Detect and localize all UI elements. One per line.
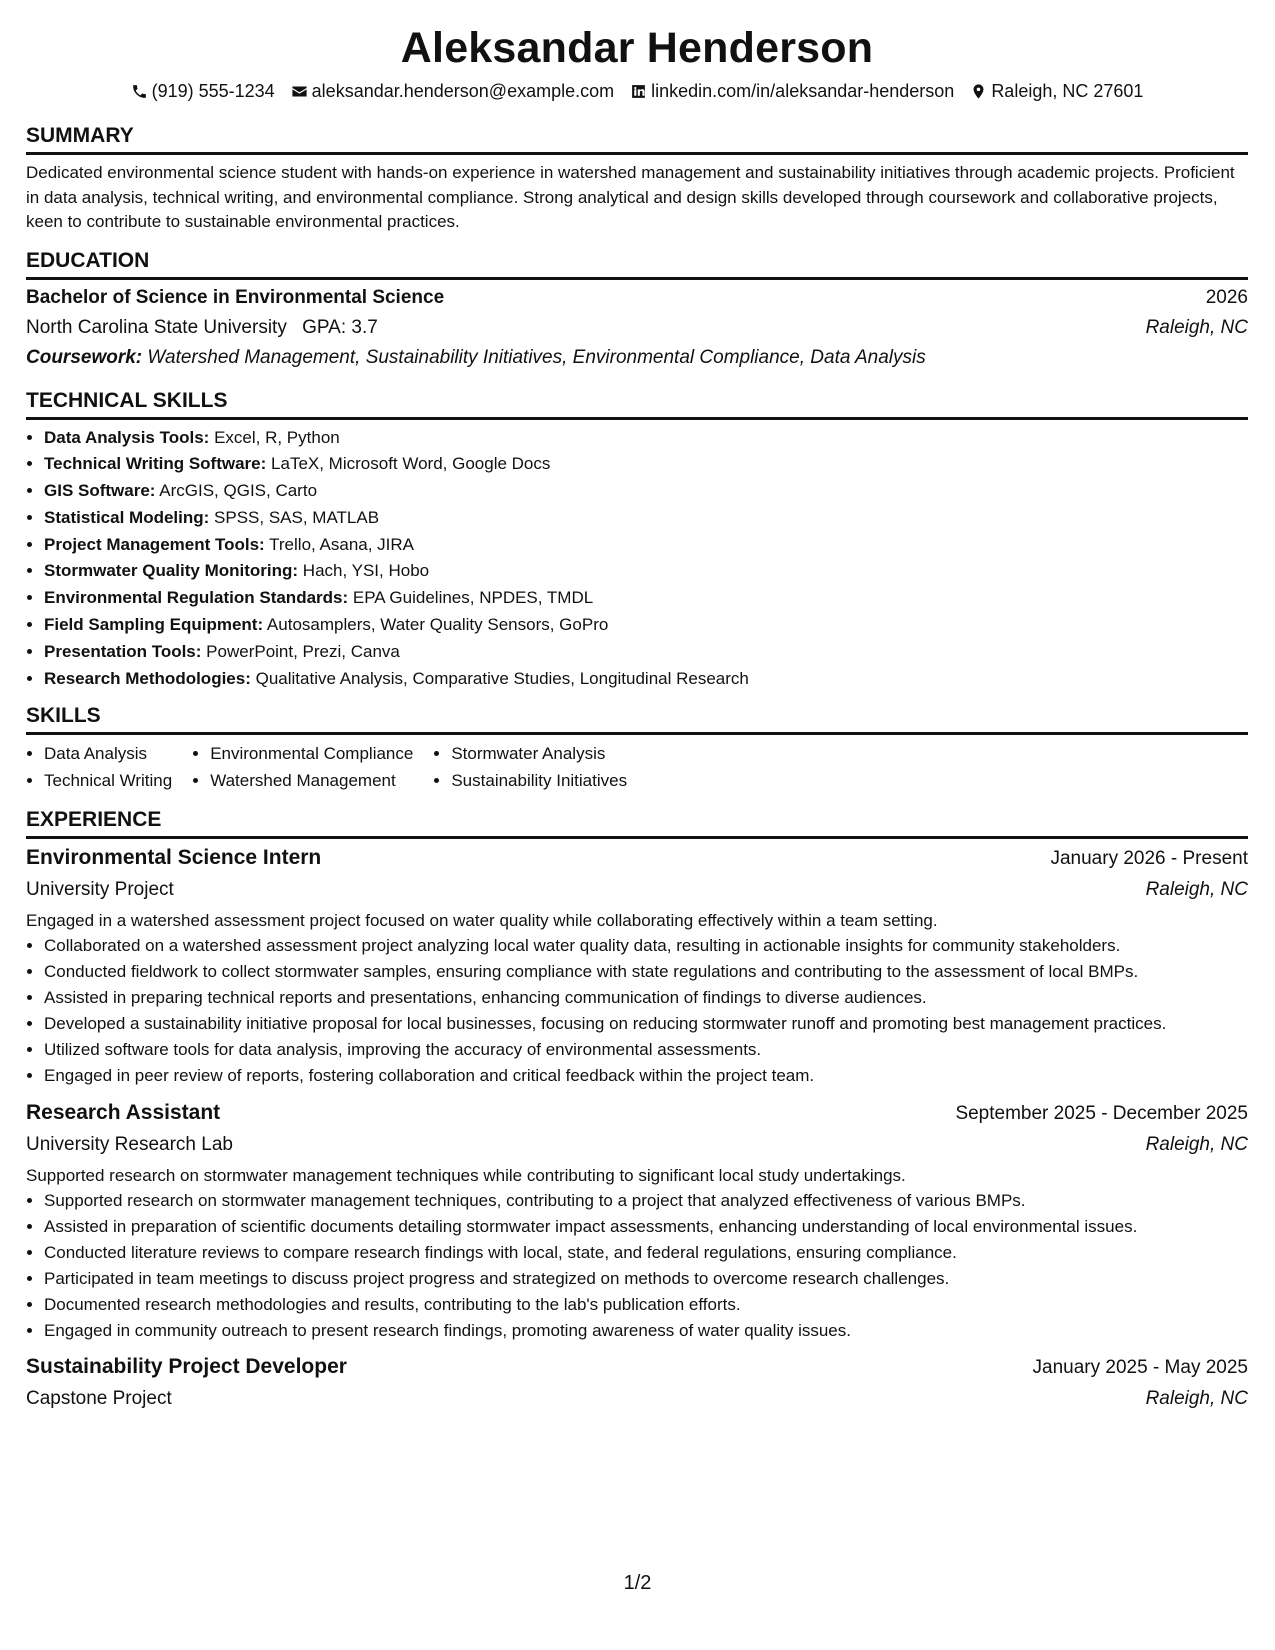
technical-skill-item bbox=[44, 532, 1248, 559]
phone-icon bbox=[131, 83, 148, 100]
job-entry bbox=[26, 1097, 1248, 1344]
job-dates: January 2026 - Present bbox=[1050, 848, 1248, 870]
phone-text: (919) 555-1234 bbox=[151, 81, 275, 101]
job-location: Raleigh, NC bbox=[1145, 879, 1248, 901]
coursework-line bbox=[26, 343, 1248, 373]
resume-page bbox=[26, 20, 1248, 1414]
job-header-row bbox=[26, 842, 1248, 874]
technical-skill-value: EPA Guidelines, NPDES, TMDL bbox=[352, 588, 594, 608]
job-bullet: • Engaged in community outreach to present research findings, promoting awareness of water quality issues. bbox=[44, 1319, 1248, 1344]
technical-skill-label: Statistical Modeling: bbox=[44, 507, 210, 527]
page-number: 1/2 bbox=[623, 1572, 652, 1594]
school-line bbox=[26, 313, 378, 343]
resume-name: Aleksandar Henderson bbox=[400, 24, 874, 72]
job-bullet: • Collaborated on a watershed assessment project analyzing local water quality data, resulting in actionable insights for community stakeholders. bbox=[44, 934, 1248, 959]
technical-skill-value: Excel, R, Python bbox=[214, 427, 340, 447]
job-organization: Capstone Project bbox=[26, 1388, 172, 1410]
section-title-experience: EXPERIENCE bbox=[26, 807, 1248, 839]
technical-skill-item bbox=[44, 425, 1248, 452]
contact-phone bbox=[131, 79, 275, 103]
skill-item: • Data Analysis bbox=[44, 740, 172, 767]
job-bullet: • Assisted in preparing technical reports and presentations, enhancing communication of findings to diverse audiences. bbox=[44, 986, 1248, 1011]
skill-item: • Stormwater Analysis bbox=[451, 740, 627, 767]
contact-email[interactable] bbox=[291, 79, 614, 103]
job-bullet-list bbox=[26, 1189, 1248, 1344]
technical-skill-value: ArcGIS, QGIS, Carto bbox=[159, 481, 318, 501]
education-row-1 bbox=[26, 283, 1248, 313]
summary-section bbox=[26, 123, 1248, 235]
job-dates: September 2025 - December 2025 bbox=[955, 1102, 1248, 1124]
technical-skill-label: Stormwater Quality Monitoring: bbox=[44, 561, 299, 581]
technical-skill-label: Project Management Tools: bbox=[44, 534, 265, 554]
email-text: aleksandar.henderson@example.com bbox=[311, 81, 615, 101]
skills-column bbox=[26, 740, 172, 794]
job-org-row bbox=[26, 874, 1248, 905]
job-organization: University Project bbox=[26, 879, 174, 901]
job-org-row bbox=[26, 1129, 1248, 1160]
job-bullet: • Engaged in peer review of reports, fostering collaboration and critical feedback within the project team. bbox=[44, 1064, 1248, 1089]
education-section bbox=[26, 248, 1248, 373]
job-title: Research Assistant bbox=[26, 1100, 221, 1124]
job-organization: University Research Lab bbox=[26, 1133, 233, 1155]
degree: Bachelor of Science in Environmental Science bbox=[26, 286, 445, 308]
map-pin-icon bbox=[970, 83, 987, 100]
technical-skill-item bbox=[44, 612, 1248, 639]
contact-bar bbox=[26, 79, 1248, 103]
envelope-icon bbox=[291, 83, 308, 100]
job-location: Raleigh, NC bbox=[1145, 1133, 1248, 1155]
job-entry bbox=[26, 842, 1248, 1089]
technical-skill-item bbox=[44, 585, 1248, 612]
job-bullet: • Conducted fieldwork to collect stormwater samples, ensuring compliance with state regulations and contributing to the assessment of local BMPs. bbox=[44, 960, 1248, 985]
technical-skill-value: LaTeX, Microsoft Word, Google Docs bbox=[271, 454, 551, 474]
job-bullet: • Developed a sustainability initiative proposal for local businesses, focusing on reducing stormwater runoff and promoting best management practices. bbox=[44, 1012, 1248, 1037]
technical-skill-label: Environmental Regulation Standards: bbox=[44, 588, 349, 608]
linkedin-text: linkedin.com/in/aleksandar-henderson bbox=[651, 81, 955, 101]
skills-column bbox=[192, 740, 413, 794]
technical-skill-label: Presentation Tools: bbox=[44, 641, 202, 661]
section-title-technical-skills: TECHNICAL SKILLS bbox=[26, 388, 1248, 420]
job-location: Raleigh, NC bbox=[1145, 1388, 1248, 1410]
experience-section bbox=[26, 807, 1248, 1414]
skills-grid bbox=[26, 740, 1248, 794]
section-title-skills: SKILLS bbox=[26, 703, 1248, 735]
technical-skill-label: GIS Software: bbox=[44, 481, 156, 501]
section-title-education: EDUCATION bbox=[26, 248, 1248, 280]
graduation-year: 2026 bbox=[1205, 286, 1248, 308]
technical-skill-label: Field Sampling Equipment: bbox=[44, 615, 264, 635]
technical-skill-item bbox=[44, 505, 1248, 532]
technical-skill-label: Technical Writing Software: bbox=[44, 454, 267, 474]
linkedin-icon bbox=[630, 83, 647, 100]
job-entry bbox=[26, 1351, 1248, 1414]
job-bullet: • Participated in team meetings to discuss project progress and strategized on methods to overcome research challenges. bbox=[44, 1267, 1248, 1292]
job-bullet: • Documented research methodologies and results, contributing to the lab's publication efforts. bbox=[44, 1293, 1248, 1318]
skill-item: • Sustainability Initiatives bbox=[451, 767, 627, 794]
job-bullet: • Utilized software tools for data analysis, improving the accuracy of environmental assessments. bbox=[44, 1038, 1248, 1063]
technical-skill-label: Data Analysis Tools: bbox=[44, 427, 210, 447]
job-bullet: • Supported research on stormwater management techniques, contributing to a project that analyzed effectiveness of various BMPs. bbox=[44, 1189, 1248, 1214]
experience-list bbox=[26, 842, 1248, 1414]
job-bullet: • Assisted in preparation of scientific documents detailing stormwater impact assessments, enhancing understanding of local environmental issues. bbox=[44, 1215, 1248, 1240]
technical-skill-item bbox=[44, 451, 1248, 478]
summary-text: Dedicated environmental science student with hands-on experience in watershed management and sustainability initiatives through academic projects. Proficient in data analysis, technical writing, and environmental compliance. Strong analytical and design skills developed through coursework and collaborative projects, keen to contribute to sustainable environmental practices. bbox=[26, 163, 1235, 231]
job-header-row bbox=[26, 1351, 1248, 1383]
technical-skill-value: Autosamplers, Water Quality Sensors, GoPro bbox=[266, 615, 609, 635]
job-bullet: • Conducted literature reviews to compare research findings with local, state, and federal regulations, ensuring compliance. bbox=[44, 1241, 1248, 1266]
skill-item: • Technical Writing bbox=[44, 767, 172, 794]
job-dates: January 2025 - May 2025 bbox=[1032, 1357, 1248, 1379]
contact-linkedin[interactable] bbox=[630, 79, 954, 103]
job-title: Sustainability Project Developer bbox=[26, 1355, 347, 1379]
job-description: Engaged in a watershed assessment project focused on water quality while collaborating effectively within a team setting. bbox=[26, 911, 938, 931]
education-row-2 bbox=[26, 313, 1248, 343]
technical-skill-value: Qualitative Analysis, Comparative Studies, Longitudinal Research bbox=[255, 668, 749, 688]
job-org-row bbox=[26, 1383, 1248, 1414]
section-title-summary: SUMMARY bbox=[26, 123, 1248, 155]
skill-item: • Watershed Management bbox=[210, 767, 413, 794]
job-bullet-list bbox=[26, 934, 1248, 1089]
technical-skill-item bbox=[44, 639, 1248, 666]
technical-skill-item bbox=[44, 666, 1248, 693]
technical-skills-section bbox=[26, 388, 1248, 693]
location-text: Raleigh, NC 27601 bbox=[991, 81, 1144, 101]
technical-skill-value: PowerPoint, Prezi, Canva bbox=[206, 641, 400, 661]
technical-skill-item bbox=[44, 558, 1248, 585]
school-name: North Carolina State University bbox=[26, 316, 287, 338]
technical-skills-list bbox=[26, 425, 1248, 693]
technical-skill-value: Trello, Asana, JIRA bbox=[269, 534, 415, 554]
job-header-row bbox=[26, 1097, 1248, 1129]
skills-column bbox=[433, 740, 627, 794]
technical-skill-label: Research Methodologies: bbox=[44, 668, 251, 688]
coursework-label: Coursework: bbox=[26, 346, 143, 368]
skills-section bbox=[26, 703, 1248, 794]
coursework-list: Watershed Management, Sustainability Initiatives, Environmental Compliance, Data Analysis bbox=[147, 346, 926, 368]
job-description: Supported research on stormwater management techniques while contributing to significant local study undertakings. bbox=[26, 1165, 906, 1185]
technical-skill-item bbox=[44, 478, 1248, 505]
technical-skill-value: SPSS, SAS, MATLAB bbox=[214, 507, 380, 527]
contact-location bbox=[970, 79, 1143, 103]
technical-skill-value: Hach, YSI, Hobo bbox=[302, 561, 430, 581]
gpa: GPA: 3.7 bbox=[302, 316, 378, 338]
skill-item: • Environmental Compliance bbox=[210, 740, 413, 767]
school-location: Raleigh, NC bbox=[1145, 316, 1248, 338]
job-title: Environmental Science Intern bbox=[26, 846, 322, 870]
